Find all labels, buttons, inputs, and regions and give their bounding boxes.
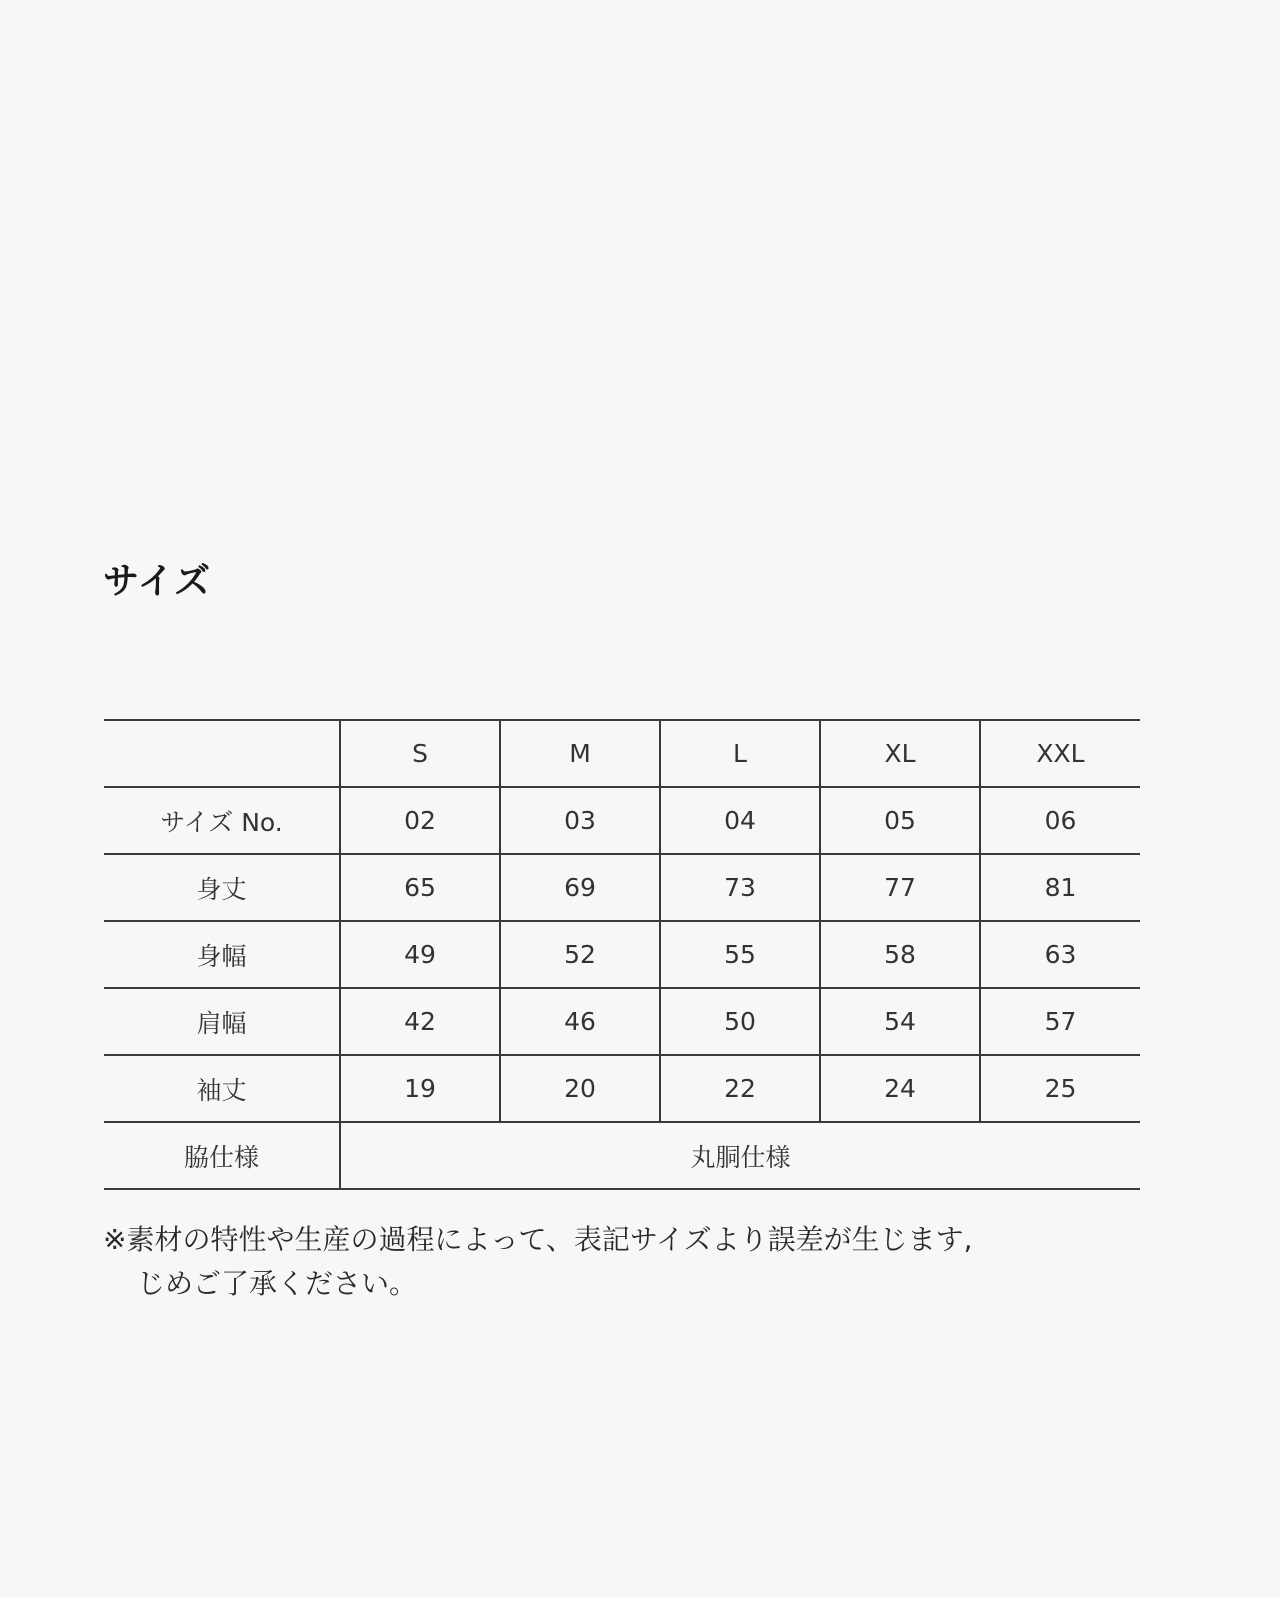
table-row — [104, 1055, 1140, 1122]
table-cell: 69 — [500, 854, 660, 921]
table-cell: 20 — [500, 1055, 660, 1122]
note-line-1: ※素材の特性や生産の過程によって、表記サイズより誤差が生じます, — [103, 1223, 973, 1256]
table-cell: 65 — [340, 854, 500, 921]
table-cell: 52 — [500, 921, 660, 988]
table-cell: 55 — [660, 921, 820, 988]
row-label: 脇仕様 — [104, 1122, 340, 1189]
row-label: 肩幅 — [104, 988, 340, 1055]
table-cell: 42 — [340, 988, 500, 1055]
table-cell: 03 — [500, 787, 660, 854]
table-header-row — [104, 720, 1140, 787]
side-spec-cell: 丸胴仕様 — [340, 1122, 1140, 1189]
size-table — [104, 719, 1140, 1190]
table-cell: 81 — [980, 854, 1140, 921]
header-size-s: S — [340, 720, 500, 787]
table-cell: 77 — [820, 854, 980, 921]
table-cell: 24 — [820, 1055, 980, 1122]
note-line-2: じめご了承ください。 — [137, 1267, 418, 1300]
table-row — [104, 988, 1140, 1055]
row-label: 身丈 — [104, 854, 340, 921]
row-label: 身幅 — [104, 921, 340, 988]
table-cell: 54 — [820, 988, 980, 1055]
table-cell: 25 — [980, 1055, 1140, 1122]
table-row — [104, 787, 1140, 854]
table-row — [104, 921, 1140, 988]
table-footer-row — [104, 1122, 1140, 1189]
header-size-xl: XL — [820, 720, 980, 787]
table-cell: 63 — [980, 921, 1140, 988]
table-cell: 22 — [660, 1055, 820, 1122]
row-label: サイズ No. — [104, 787, 340, 854]
header-size-m: M — [500, 720, 660, 787]
table-cell: 19 — [340, 1055, 500, 1122]
table-cell: 05 — [820, 787, 980, 854]
table-cell: 58 — [820, 921, 980, 988]
table-cell: 57 — [980, 988, 1140, 1055]
table-cell: 04 — [660, 787, 820, 854]
table-row — [104, 854, 1140, 921]
table-cell: 49 — [340, 921, 500, 988]
header-corner-cell — [104, 720, 340, 787]
size-disclaimer-note — [103, 1218, 1143, 1306]
header-size-l: L — [660, 720, 820, 787]
table-cell: 50 — [660, 988, 820, 1055]
table-cell: 06 — [980, 787, 1140, 854]
table-cell: 73 — [660, 854, 820, 921]
table-cell: 02 — [340, 787, 500, 854]
header-size-xxl: XXL — [980, 720, 1140, 787]
table-cell: 46 — [500, 988, 660, 1055]
row-label: 袖丈 — [104, 1055, 340, 1122]
page-title: サイズ — [103, 561, 212, 602]
